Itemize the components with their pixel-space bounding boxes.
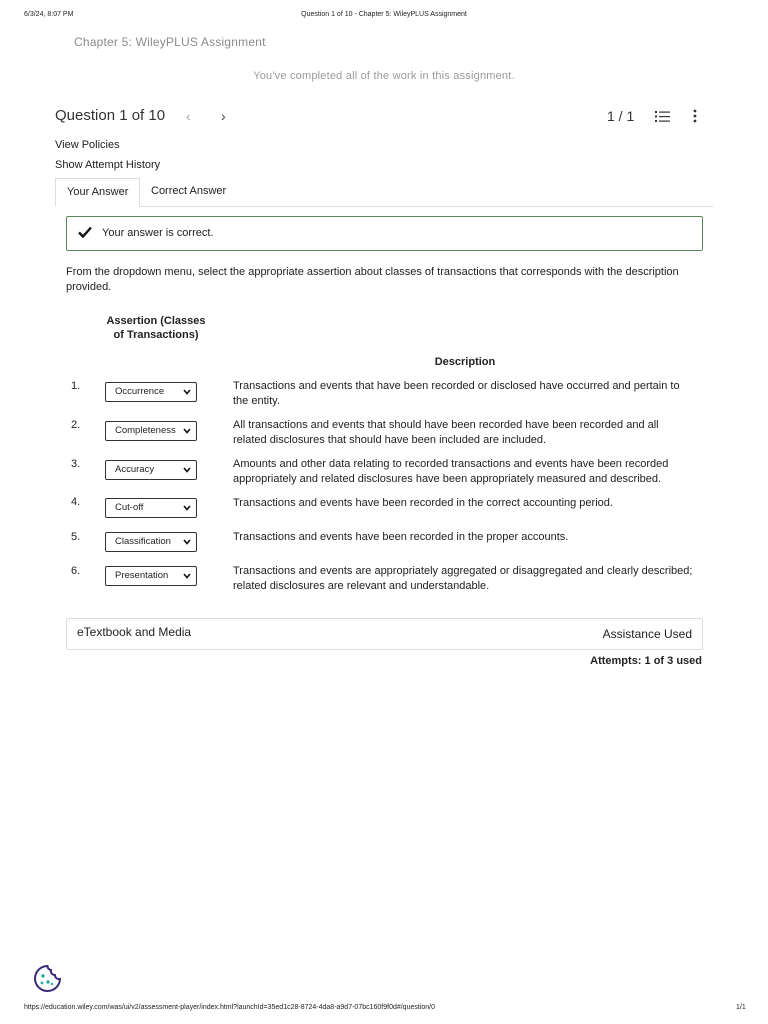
select-value: Accuracy	[115, 464, 155, 475]
select-value: Occurrence	[115, 386, 165, 397]
chevron-down-icon	[183, 428, 191, 434]
completed-message: You've completed all of the work in this assignment.	[253, 70, 515, 82]
row-number: 3.	[71, 458, 81, 470]
assignment-title[interactable]: Chapter 5: WileyPLUS Assignment	[74, 35, 266, 49]
print-url: https://education.wiley.com/was/ui/v2/assessment-player/index.html?launchId=35ed1c28-8724-4da8-a9d7-07bc160f9f0d#/question/0	[24, 1004, 435, 1011]
assistance-used-label: Assistance Used	[602, 627, 692, 641]
select-value: Classification	[115, 536, 171, 547]
row-description: All transactions and events that should have been recorded have been recorded and all related disclosures that should have been included are included.	[233, 419, 659, 446]
row-number: 6.	[71, 565, 81, 577]
assertion-select-6[interactable]	[105, 566, 197, 586]
assertion-select-2[interactable]	[105, 421, 197, 441]
next-question-button[interactable]: ›	[221, 108, 226, 124]
row-description: Transactions and events are appropriately aggregated or disaggregated and clearly described; related disclosures are relevant and understandable.	[233, 565, 693, 592]
row-number: 4.	[71, 496, 81, 508]
row-description: Transactions and events that have been recorded or disclosed have occurred and pertain to the entity.	[233, 380, 680, 407]
more-vertical-icon[interactable]	[688, 108, 702, 124]
question-instructions: From the dropdown menu, select the appropriate assertion about classes of transactions that corresponds with the description provided.	[66, 266, 679, 293]
assertion-select-1[interactable]	[105, 382, 197, 402]
row-description: Amounts and other data relating to recorded transactions and events have been recorded appropriately and related disclosures have been appropriately measured and described.	[233, 458, 669, 485]
tab-your-answer[interactable]: Your Answer	[55, 178, 140, 207]
show-attempt-history-link[interactable]: Show Attempt History	[55, 159, 161, 171]
feedback-banner	[66, 216, 703, 251]
chevron-down-icon	[183, 389, 191, 395]
answer-tabs	[55, 178, 713, 207]
row-description: Transactions and events have been recorded in the proper accounts.	[233, 531, 569, 543]
attempts-counter: Attempts: 1 of 3 used	[590, 655, 702, 667]
print-page-number: 1/1	[736, 1004, 746, 1011]
cookie-icon[interactable]	[33, 964, 62, 993]
row-description: Transactions and events have been recorded in the correct accounting period.	[233, 497, 613, 509]
feedback-text: Your answer is correct.	[102, 227, 214, 239]
chevron-down-icon	[183, 539, 191, 545]
assertion-select-3[interactable]	[105, 460, 197, 480]
list-icon[interactable]	[655, 110, 670, 123]
chevron-down-icon	[183, 573, 191, 579]
column-header-assertion: Assertion (Classes of Transactions)	[106, 315, 206, 341]
assertion-select-5[interactable]	[105, 532, 197, 552]
prev-question-button[interactable]: ‹	[186, 108, 191, 124]
column-header-description: Description	[434, 356, 496, 368]
print-datetime: 6/3/24, 8:07 PM	[24, 11, 74, 18]
view-policies-link[interactable]: View Policies	[55, 139, 120, 151]
etextbook-link[interactable]: eTextbook and Media	[77, 625, 192, 639]
row-number: 2.	[71, 419, 81, 431]
page-count: 1 / 1	[607, 108, 635, 124]
row-number: 5.	[71, 531, 81, 543]
chevron-down-icon	[183, 505, 191, 511]
select-value: Completeness	[115, 425, 176, 436]
select-value: Cut-off	[115, 502, 144, 513]
select-value: Presentation	[115, 570, 169, 581]
question-title: Question 1 of 10	[55, 107, 166, 124]
tab-correct-answer[interactable]: Correct Answer	[151, 185, 227, 197]
assertion-select-4[interactable]	[105, 498, 197, 518]
row-number: 1.	[71, 380, 81, 392]
checkmark-icon	[78, 226, 92, 238]
print-page-title: Question 1 of 10 - Chapter 5: WileyPLUS Assignment	[301, 11, 467, 18]
resources-panel	[66, 618, 703, 650]
chevron-down-icon	[183, 467, 191, 473]
